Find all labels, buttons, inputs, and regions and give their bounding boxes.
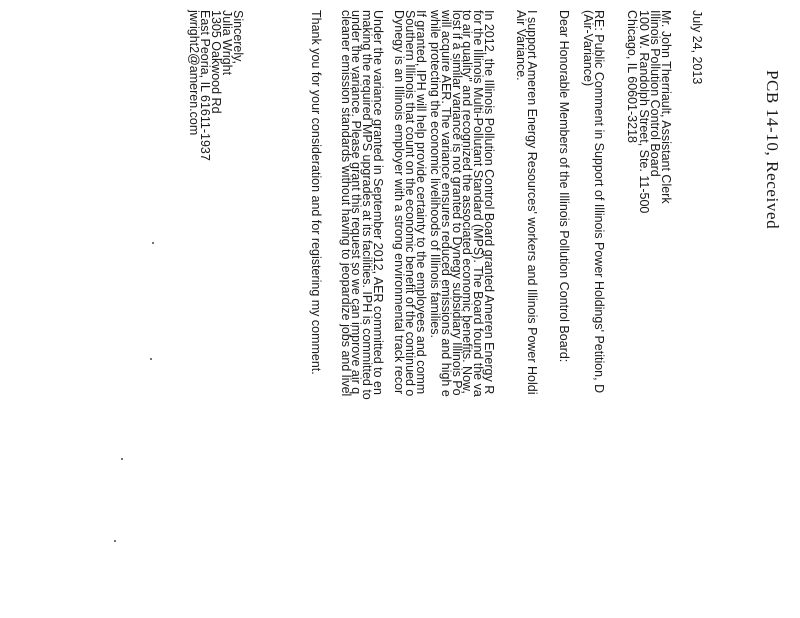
paragraph-line: making the required MPS upgrades at its facilities. IPH is committed to bbox=[360, 10, 375, 400]
docket-header: PCB 14-10, Received bbox=[763, 70, 782, 230]
subject-text: RE: Public Comment in Support of Illinois Power Holdings' Petition, D bbox=[592, 10, 606, 394]
paragraph-line: Southern Illinois that count on the economic benefit of the continued o bbox=[403, 10, 418, 397]
paragraph-line: to air quality" and recognized the associated economic benefits. Now, bbox=[460, 10, 475, 394]
paragraph-line: while protecting the economic livelihoods of Illinois families. bbox=[428, 10, 443, 338]
paragraph-line: Under the variance granted in September 2012, AER committed to en bbox=[371, 10, 385, 395]
letter-date: July 24, 2013 bbox=[690, 10, 704, 85]
address-line: Mr. John Therriault, Assistant Clerk bbox=[659, 10, 673, 204]
paragraph-line: will acquire AER. The variance ensures reduced emissions and high e bbox=[438, 10, 453, 397]
signer-name: Julia Wright bbox=[220, 10, 235, 76]
paragraph-line: I support Ameren Energy Resources' workers and Illinois Power Holdi bbox=[525, 10, 539, 395]
paragraph-line: lost if a similar variance is not granted to Dynegy subsidiary Illinois Po bbox=[449, 10, 464, 396]
paragraph-line: Thank you for your consideration and for registering my comment. bbox=[309, 10, 323, 375]
paragraph-line: In 2012, the Illinois Pollution Control Board granted Ameren Energy R bbox=[482, 10, 496, 395]
scan-speck bbox=[150, 358, 152, 360]
signature-block bbox=[188, 10, 243, 161]
body-paragraph bbox=[515, 10, 537, 395]
signer-street: 1305 Oakwood Rd bbox=[209, 10, 224, 114]
scan-speck bbox=[121, 458, 123, 460]
body-paragraph bbox=[340, 10, 383, 400]
body-paragraph bbox=[394, 10, 426, 396]
closing-text: Sincerely, bbox=[231, 10, 245, 64]
scan-speck bbox=[114, 540, 116, 542]
subject-text: (Air-Variance) bbox=[580, 10, 595, 87]
salutation-text: Dear Honorable Members of the Illinois Pollution Control Board: bbox=[557, 10, 571, 363]
salutation bbox=[558, 10, 569, 362]
signer-city: East Peoria, IL 61611-1937 bbox=[198, 10, 213, 161]
body-paragraph bbox=[310, 10, 321, 375]
paragraph-line: cleaner emission standards without having to jeopardize jobs and livel bbox=[338, 10, 353, 397]
paragraph-line: Dynegy is an Illinois employer with a strong environmental track recor bbox=[392, 10, 407, 395]
paragraph-line: If granted, IPH will help provide certainty to the employees and comm bbox=[414, 10, 428, 395]
paragraph-line: under the variance. Please grant this request so we can improve air q bbox=[349, 10, 364, 395]
signer-email: jwright2@ameren.com bbox=[187, 10, 202, 136]
address-line: 100 W. Randolph Street, Ste. 11-500 bbox=[636, 10, 651, 214]
address-line: Illinois Pollution Control Board bbox=[647, 10, 662, 177]
address-line: Chicago, IL 60601-3218 bbox=[625, 10, 640, 143]
subject-line bbox=[582, 10, 604, 618]
scan-speck bbox=[152, 242, 154, 244]
recipient-address bbox=[626, 10, 671, 213]
paragraph-line: for the Illinois Multi-Pollutant Standard (MPS). The Board found the va bbox=[471, 10, 486, 397]
paragraph-line: Air Variance. bbox=[514, 10, 529, 81]
body-paragraph bbox=[429, 10, 494, 397]
